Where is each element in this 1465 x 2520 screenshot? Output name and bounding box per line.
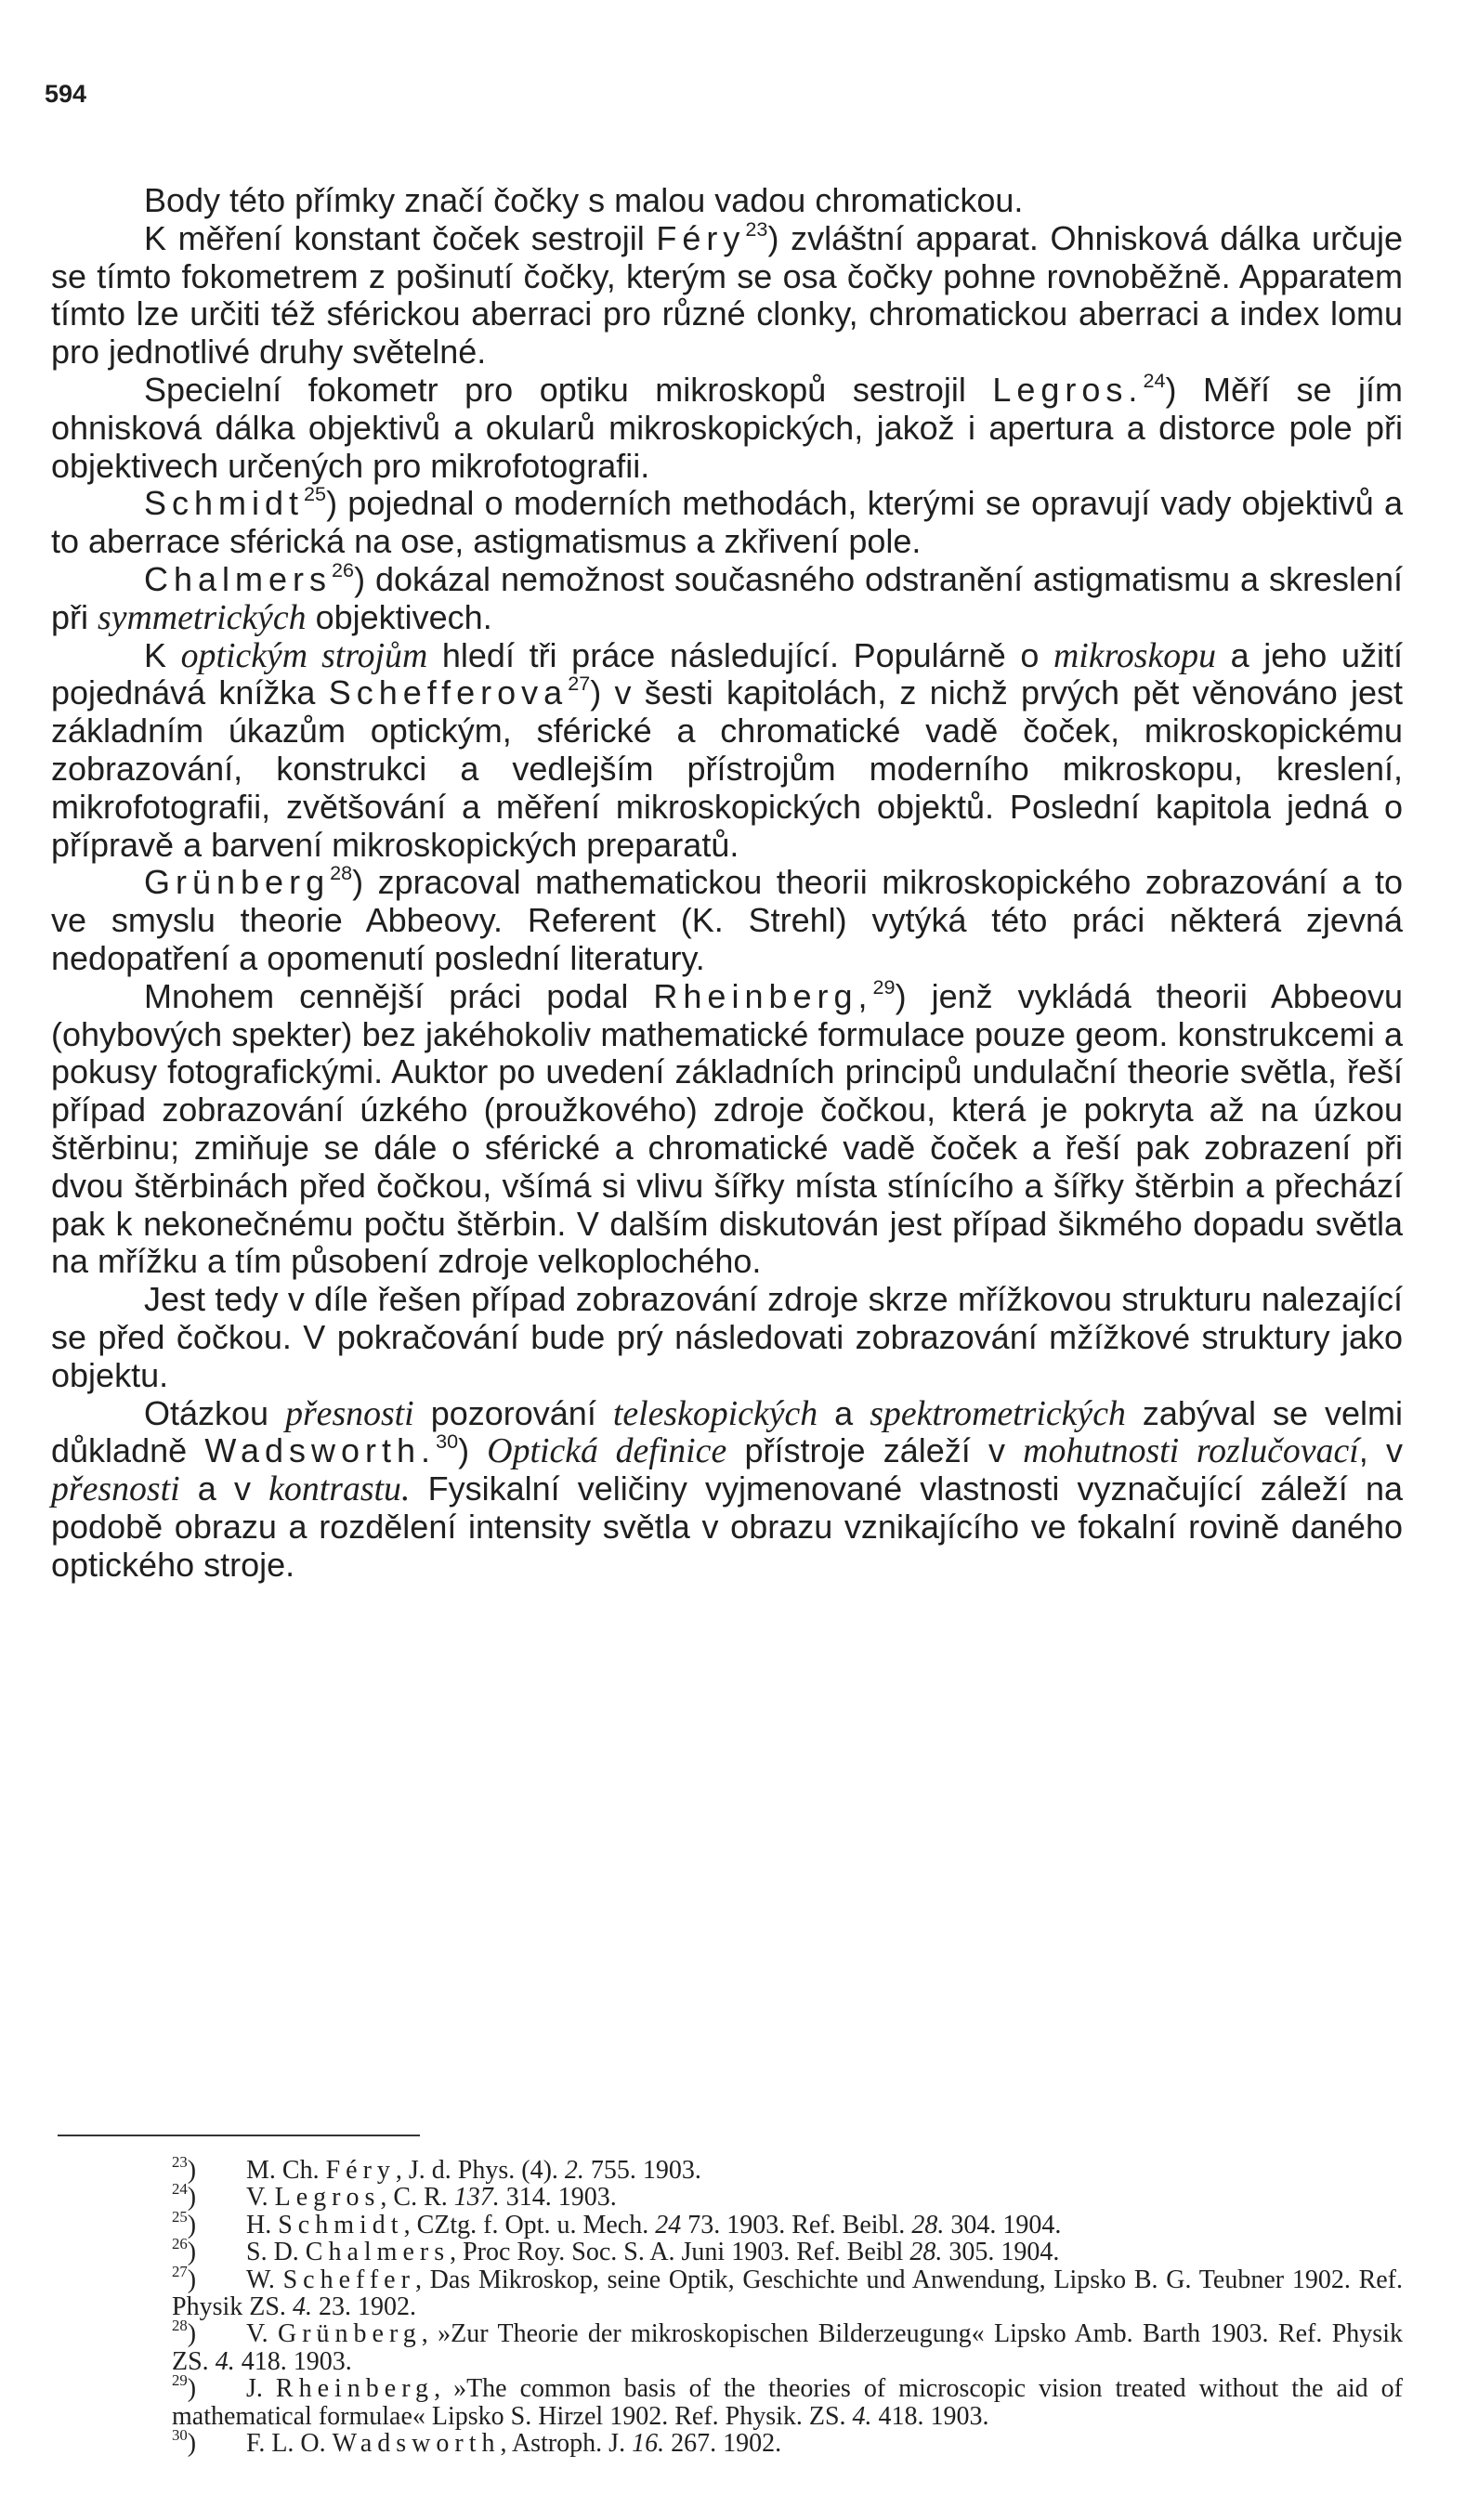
text-run: J. (246, 2374, 276, 2404)
text-run: 73. 1903. Ref. Beibl. (681, 2210, 912, 2239)
spaced-name: Legros. (992, 370, 1144, 409)
footnote-rule (58, 2135, 420, 2136)
text-run: , J. d. Phys. (4). (395, 2156, 565, 2185)
text-run: , »The common basis of the theories of microscopic vision treated without the aid of mathematical formulae« Lipsko S. Hirzel 1902. Ref. Physik. ZS. (172, 2374, 1403, 2431)
text-run: , Astroph. J. (500, 2429, 633, 2459)
paragraph (51, 182, 1403, 220)
footnote (51, 2426, 1403, 2459)
footnote-ref: 23 (745, 216, 768, 241)
spaced-name: Chalmers (144, 559, 333, 598)
text-run: F. L. O. (246, 2429, 333, 2459)
text-run: přístroje záleží v (726, 1431, 1024, 1470)
footnote-number: 23 (172, 2153, 188, 2171)
text-run: ) dokázal nemožnost současného odstranění astigmatismu a skreslení při (51, 559, 1403, 636)
footnote-ref: 27 (568, 672, 591, 696)
text-run: 23. 1902. (311, 2292, 416, 2322)
spaced-name: Grünberg (278, 2319, 422, 2349)
text-run: S. D. (246, 2238, 306, 2267)
footnote-ref: 24 (1143, 368, 1166, 392)
spaced-name: Schmidt (278, 2210, 404, 2239)
text-run: , »Zur Theorie der mikroskopischen Bilderzeugung« Lipsko Amb. Barth 1903. Ref. Physik ZS. (172, 2319, 1403, 2376)
text-run: pozorování (413, 1393, 613, 1432)
text-run: K měření konstant čoček sestrojil (144, 218, 657, 257)
paragraph (51, 368, 1403, 485)
text-run: Specielní fokometr pro optiku mikroskopů sestrojil (144, 370, 993, 409)
footnote-number: 28 (172, 2317, 188, 2335)
text-run: 267. 1902. (664, 2429, 782, 2459)
text-run: a jeho užití pojednává knížka (51, 635, 1403, 712)
italic-text: symmetrických (98, 597, 307, 637)
text-run: Jest tedy v díle řešen případ zobrazování zdroje skrze mřížkovou strukturu nalezající se před čočkou. V pokračování bude prý následovati zobrazování mžížkové struktury jako objektu. (51, 1280, 1403, 1394)
footnote-mark: $^{26}$) (172, 2235, 197, 2267)
footnote-mark: $^{29}$) (172, 2371, 197, 2404)
text-run: ) Měří se jím ohnisková dálka objektivů a okularů mikroskopických, jakož i apertura a distorce pole při objektivech určených pro mikrofotografii. (51, 370, 1403, 485)
spaced-name: Chalmers (305, 2238, 451, 2267)
footnote (51, 2262, 1404, 2322)
text-run: Body této přímky značí čočky s malou vadou chromatickou. (144, 181, 1024, 219)
paragraph (51, 637, 1403, 865)
italic-text: 28. (909, 2238, 943, 2267)
text-run: ) v šesti kapitolách, z nichž prvých pět věnováno jest základním úkazům optickým, sférické a chromatické vadě čoček, mikroskopickému zobrazování, konstrukci a vedlejším přístrojům moderního mikroskopu, kreslení, mikrofotografii, zvětšování a měření mikroskopických objektů. Poslední kapitola jedná o přípravě a barvení mikroskopických preparatů. (51, 673, 1404, 864)
footnote (51, 2180, 1403, 2213)
body-text (51, 182, 1403, 1584)
text-run: Otázkou (144, 1393, 286, 1432)
italic-text: 4. (852, 2401, 872, 2431)
italic-text: mohutnosti rozlučovací (1023, 1431, 1359, 1471)
italic-text: 16. (632, 2429, 665, 2459)
italic-text: 4. (292, 2292, 312, 2322)
text-run: K (144, 635, 181, 674)
paragraph (51, 557, 1403, 637)
text-run: zabýval se velmi důkladně (51, 1393, 1403, 1470)
footnote-ref: 30 (436, 1430, 459, 1454)
text-run: Fysikalní veličiny vyjmenované vlastnosti vyznačující záleží na podobě obrazu a rozdělení intensity světla v obrazu vznikajícího ve fokalní rovině daného optického stroje. (51, 1469, 1404, 1584)
spaced-name: Schmidt (144, 484, 305, 523)
footnote-number: 30 (172, 2426, 188, 2445)
italic-text: spektrometrických (870, 1393, 1126, 1433)
text-run: 314. 1903. (499, 2183, 617, 2213)
text-run: V. (246, 2319, 278, 2349)
text-run: ) zvláštní apparat. Ohnisková dálka určuje se tímto fokometrem z pošinutí čočky, kterým se osa čočky pohne rovnoběžně. Apparatem tímto lze určiti též sférickou aberraci pro různé clonky, chromatickou aberraci a index lomu pro jednotlivé druhy světelné. (51, 218, 1403, 372)
footnote-number: 29 (172, 2371, 188, 2390)
footnote-mark: $^{30}$) (172, 2426, 197, 2459)
spaced-name: Féry (656, 218, 746, 257)
text-run: 304. 1904. (944, 2210, 1062, 2239)
text-run: hledí tři práce následující. Populárně o (427, 635, 1054, 674)
text-run: V. (246, 2183, 275, 2213)
text-run: 755. 1903. (583, 2156, 701, 2185)
text-run: , C. R. (380, 2183, 454, 2213)
italic-text: kontrastu. (268, 1469, 411, 1509)
footnote-mark: $^{24}$) (172, 2180, 197, 2213)
text-run: objektivech. (306, 597, 492, 636)
italic-text: teleskopických (612, 1393, 818, 1433)
spaced-name: Wadsworth (332, 2429, 501, 2459)
spaced-name: Scheffer (282, 2265, 415, 2294)
text-run: 305. 1904. (942, 2238, 1060, 2267)
text-run: ) zpracoval mathematickou theorii mikroskopického zobrazování a to ve smyslu theorie Abbeovy. Referent (K. Strehl) vytýká této práci některá zjevná nedopatření a opomenutí poslední literatury. (51, 863, 1403, 977)
footnote (51, 2235, 1403, 2267)
text-run: , v (1358, 1431, 1403, 1470)
italic-text: 137. (453, 2183, 500, 2213)
spaced-name: Legros (274, 2183, 381, 2213)
italic-text: 24 (655, 2210, 682, 2239)
paragraph (51, 216, 1403, 372)
spaced-name: Rheinberg (275, 2374, 435, 2404)
text-run: a (818, 1393, 870, 1432)
text-run: a v (179, 1469, 269, 1508)
text-run: M. Ch. (246, 2156, 326, 2185)
text-run: ) jenž vykládá theorii Abbeovu (ohybových spekter) bez jakéhokoliv mathematické formulace pouze geom. konstrukcemi a pokusy fotografickými. Auktor po uvedení základních principů undulační theorie světla, řeší případ zobrazování úzkého (proužkového) zdroje čočkou, která je pokryta až na úzkou štěrbinu; zmiňuje se dále o sférické a chromatické vadě čoček a řeší pak zobrazení při dvou štěrbinách před čočkou, všímá si vlivu šířky místa stínícího a šířky štěrbin a přechází pak k nekonečnému počtu štěrbin. V dalším diskutován jest případ šikmého dopadu světla na mřížku a tím působení zdroje velkoplochého. (51, 976, 1403, 1281)
footnote-number: 25 (172, 2207, 188, 2226)
text-run: ) (458, 1431, 488, 1470)
spaced-name: Wadsworth. (204, 1431, 437, 1470)
footnote (51, 2371, 1403, 2431)
italic-text: 28. (911, 2210, 945, 2239)
footnote (51, 2317, 1403, 2376)
italic-text: optickým strojům (180, 635, 428, 675)
spaced-name: Schefferova (328, 673, 569, 712)
italic-text: přesnosti (51, 1469, 180, 1509)
paragraph (51, 1281, 1403, 1394)
footnote-mark: $^{27}$) (172, 2262, 197, 2294)
italic-text: 4. (215, 2346, 235, 2376)
footnotes (51, 2153, 1404, 2459)
footnote-mark: $^{25}$) (172, 2207, 197, 2239)
footnote-number: 24 (172, 2180, 188, 2199)
footnote-mark: $^{23}$) (172, 2153, 197, 2185)
text-run: , Proc Roy. Soc. S. A. Juni 1903. Ref. Beibl (450, 2238, 910, 2267)
text-run: , Das Mikroskop, seine Optik, Geschichte und Anwendung, Lipsko B. G. Teubner 1902. Ref. Physik ZS. (172, 2265, 1404, 2322)
text-run: Mnohem cennější práci podal (144, 976, 654, 1015)
italic-text: Optická definice (487, 1431, 727, 1471)
italic-text: mikroskopu (1053, 635, 1216, 675)
text-run: ) pojednal o moderních methodách, kterými se opravují vady objektivů a to aberrace sférická na ose, astigmatismus a zkřivení pole. (51, 484, 1403, 561)
footnote (51, 2153, 1403, 2185)
paragraph (51, 482, 1403, 561)
paragraph (51, 1395, 1403, 1585)
page-number: 594 (45, 80, 87, 108)
text-run: 418. 1903. (234, 2346, 352, 2376)
footnote-number: 27 (172, 2262, 188, 2280)
italic-text: 2. (564, 2156, 584, 2185)
spaced-name: Rheinberg, (653, 976, 873, 1015)
paragraph (51, 974, 1403, 1281)
footnote-ref: 25 (304, 482, 327, 506)
spaced-name: Grünberg (144, 863, 331, 902)
italic-text: přesnosti (285, 1393, 414, 1433)
footnote-ref: 28 (330, 861, 353, 885)
footnote-ref: 26 (332, 557, 355, 581)
text-run: , CZtg. f. Opt. u. Mech. (403, 2210, 656, 2239)
text-run: 418. 1903. (871, 2401, 989, 2431)
footnote-ref: 29 (872, 974, 896, 999)
footnote (51, 2207, 1403, 2239)
footnote-mark: $^{28}$) (172, 2317, 197, 2349)
paragraph (51, 861, 1403, 977)
text-run: W. (246, 2265, 283, 2294)
footnote-number: 26 (172, 2235, 188, 2253)
spaced-name: Féry (325, 2156, 396, 2185)
text-run: H. (246, 2210, 279, 2239)
